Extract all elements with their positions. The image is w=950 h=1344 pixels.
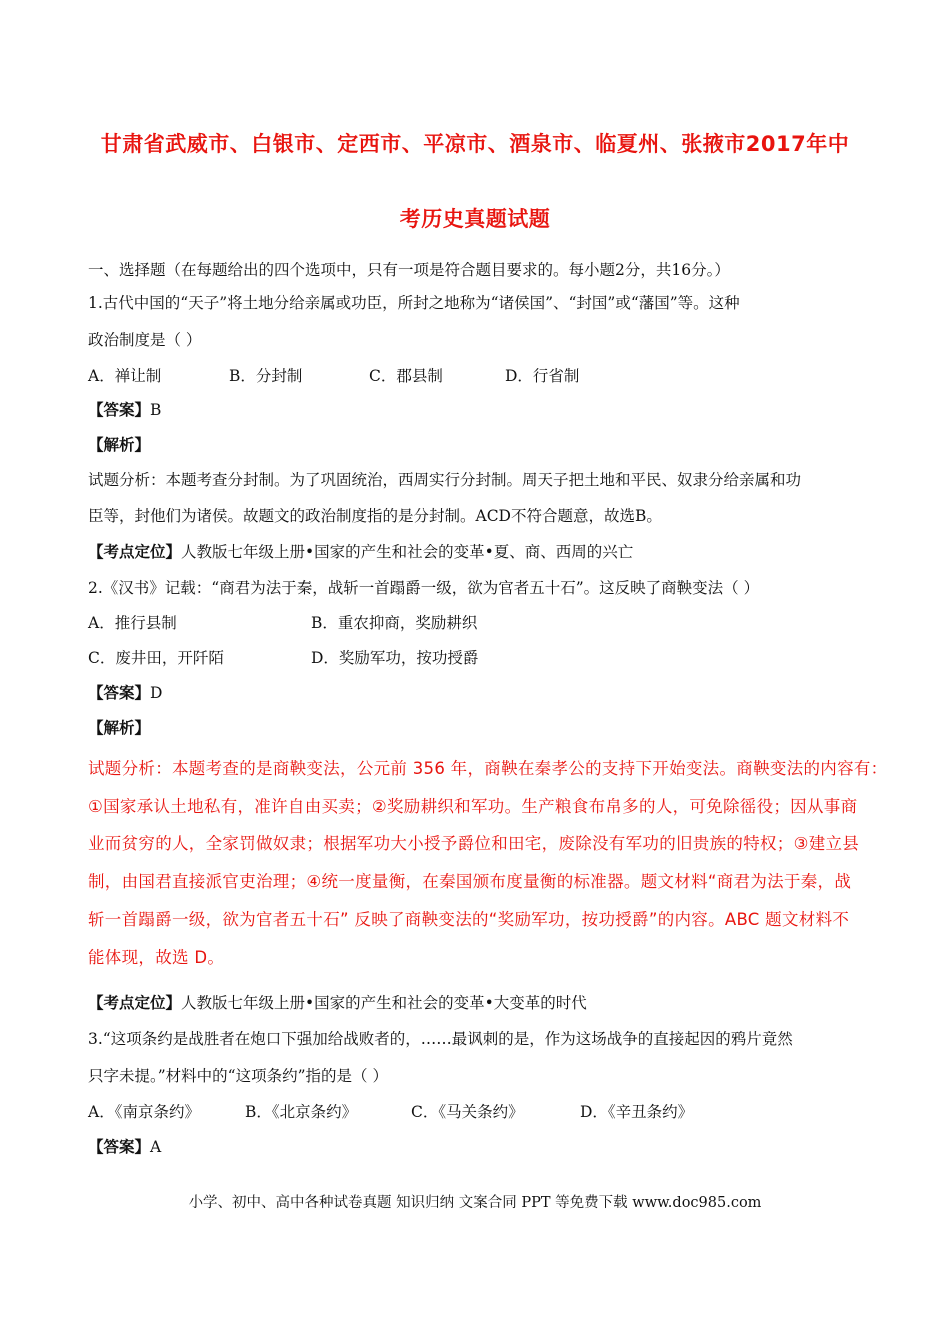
point-text: 人教版七年级上册•国家的产生和社会的变革•大变革的时代: [181, 994, 587, 1012]
q3-option-d: D．《辛丑条约》: [580, 1103, 694, 1121]
q2-analysis-line1: 试题分析：本题考查的是商鞅变法，公元前 356 年，商鞅在秦孝公的支持下开始变法。商鞅变法的内容有：: [88, 759, 888, 778]
q3-stem-line2: 只字未提。”材料中的“这项条约”指的是（ ）: [88, 1067, 388, 1085]
q1-analysis-line2: 臣等，封他们为诸侯。故题文的政治制度指的是分封制。ACD不符合题意，故选B。: [88, 507, 662, 525]
q2-analysis-line6: 能体现，故选 D。: [88, 948, 225, 967]
q2-option-b: B．重农抑商，奖励耕织: [311, 614, 478, 632]
section-header: 一、选择题（在每题给出的四个选项中，只有一项是符合题目要求的。每小题2分，共16分。）: [88, 261, 730, 279]
q2-point: [88, 992, 587, 1014]
q1-stem-line1: 1.古代中国的“天子”将土地分给亲属或功臣，所封之地称为“诸侯国”、“封国”或“藩国”等。这种: [88, 294, 740, 312]
q3-stem-line1: 3.“这项条约是战胜者在炮口下强加给战败者的，……最讽刺的是，作为这场战争的直接起因的鸦片竟然: [88, 1030, 793, 1048]
q2-option-a: A．推行县制: [88, 614, 177, 632]
q1-analysis-line1: 试题分析：本题考查分封制。为了巩固统治，西周实行分封制。周天子把土地和平民、奴隶分给亲属和功: [88, 471, 802, 489]
q2-option-c: C．废井田，开阡陌: [88, 649, 224, 667]
q2-analysis-line5: 斩一首蹋爵一级，欲为官者五十石” 反映了商鞅变法的“奖励军功，按功授爵”的内容。ABC 题文材料不: [88, 910, 850, 929]
answer-value: A: [150, 1138, 162, 1156]
q1-answer: [88, 399, 161, 421]
answer-label: 【答案】: [88, 400, 151, 419]
q2-analysis-label: 【解析】: [88, 718, 151, 737]
q2-option-d: D．奖励军功，按功授爵: [311, 649, 479, 667]
q2-analysis-line2: ①国家承认土地私有，准许自由买卖；②奖励耕织和军功。生产粮食布帛多的人，可免除徭役；因从事商: [88, 797, 858, 816]
q1-option-b: B．分封制: [229, 367, 303, 385]
answer-value: B: [150, 401, 162, 419]
q3-option-c: C．《马关条约》: [411, 1103, 524, 1121]
document-title-line2: 考历史真题试题: [399, 207, 551, 231]
q2-analysis-line3: 业而贫穷的人，全家罚做奴隶；根据军功大小授予爵位和田宅，废除没有军功的旧贵族的特权；③建立县: [88, 834, 860, 853]
document-title-line1: 甘肃省武威市、白银市、定西市、平凉市、酒泉市、临夏州、张掖市2017年中: [100, 132, 850, 156]
answer-label: 【答案】: [88, 683, 151, 702]
point-label: 【考点定位】: [88, 542, 182, 561]
q2-analysis-line4: 制，由国君直接派官吏治理；④统一度量衡，在秦国颁布度量衡的标准器。题文材料“商君为法于秦，战: [88, 872, 852, 891]
q3-answer: [88, 1136, 161, 1158]
q1-option-d: D．行省制: [505, 367, 580, 385]
answer-label: 【答案】: [88, 1137, 151, 1156]
q1-option-c: C．郡县制: [369, 367, 443, 385]
q1-option-a: A．禅让制: [88, 367, 162, 385]
q3-option-a: A．《南京条约》: [88, 1103, 200, 1121]
q1-analysis-label: 【解析】: [88, 435, 151, 454]
page-footer: 小学、初中、高中各种试卷真题 知识归纳 文案合同 PPT 等免费下载 www.doc985.com: [188, 1195, 762, 1211]
q2-answer: [88, 682, 162, 704]
point-label: 【考点定位】: [88, 993, 182, 1012]
q1-point: [88, 541, 633, 563]
q1-stem-line2: 政治制度是（ ）: [88, 331, 202, 349]
q2-stem: 2.《汉书》记载：“商君为法于秦，战斩一首蹋爵一级，欲为官者五十石”。这反映了商鞅变法（ ）: [88, 579, 760, 597]
point-text: 人教版七年级上册•国家的产生和社会的变革•夏、商、西周的兴亡: [181, 543, 634, 561]
q3-option-b: B．《北京条约》: [245, 1103, 358, 1121]
answer-value: D: [150, 684, 163, 702]
